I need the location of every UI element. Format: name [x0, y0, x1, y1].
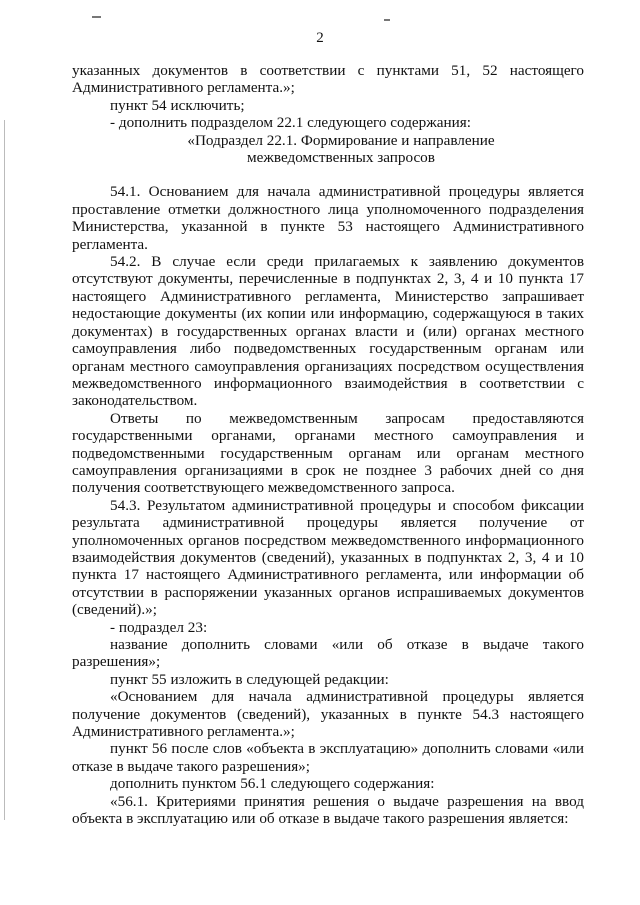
page-number: 2	[316, 30, 324, 46]
paragraph: пункт 54 исключить;	[110, 96, 245, 114]
paragraph: название дополнить словами «или об отказе в выдаче такого разрешения»;	[72, 636, 584, 671]
paragraph: дополнить пунктом 56.1 следующего содержания:	[110, 775, 435, 793]
paragraph: - подраздел 23:	[110, 618, 208, 636]
paragraph: 54.3. Результатом административной процедуры и способом фиксации результата административной процедуры является получение от уполномоченных органов посредством межведомственного информационного взаимодействия документов (сведений), указанных в подпунктах 2, 3, 4 и 10 пункта 17 настоящего Административного регламента, или информации об отсутствии в распоряжении указанных органов испрашиваемых документов (сведений).»;	[72, 496, 584, 619]
paragraph: Ответы по межведомственным запросам предоставляются государственными органами, органами местного самоуправления и подведомственными государственным органам или органам местного самоуправления организациями в срок не позднее 3 рабочих дней со дня получения соответствующего межведомственного запроса.	[72, 409, 584, 497]
document-body	[72, 62, 584, 827]
subsection-heading: «Подраздел 22.1. Формирование и направление межведомственных запросов	[187, 131, 495, 167]
scan-mark-left	[92, 16, 101, 18]
paragraph: пункт 55 изложить в следующей редакции:	[110, 670, 389, 688]
paragraph: «56.1. Критериями принятия решения о выдаче разрешения на ввод объекта в эксплуатацию или об отказе в выдаче такого разрешения является:	[72, 792, 584, 828]
paragraph: пункт 56 после слов «объекта в эксплуатацию» дополнить словами «или отказе в выдаче такого разрешения»;	[72, 740, 584, 775]
paragraph: 54.1. Основанием для начала административной процедуры является проставление отметки должностного лица уполномоченного подразделения Министерства, указанной в пункте 53 настоящего Административного регламента.	[72, 183, 584, 253]
paragraph: - дополнить подразделом 22.1 следующего содержания:	[110, 114, 471, 132]
paragraph: 54.2. В случае если среди прилагаемых к заявлению документов отсутствуют документы, перечисленные в подпунктах 2, 3, 4 и 10 пункта 17 настоящего Административного регламента, Министерство запрашивает недостающие документы (их копии или информацию, содержащуюся в таких документах) в государственных органах власти и (или) органах местного самоуправления либо подведомственных государственным органам или органам местного самоуправления организациях посредством осуществления межведомственного информационного взаимодействия в соответствии с законодательством.	[72, 253, 584, 410]
scan-edge-line	[4, 120, 5, 820]
paragraph: «Основанием для начала административной процедуры является получение документов (сведений), указанных в пункте 54.3 настоящего Административного регламента.»;	[72, 688, 584, 741]
scan-mark-right	[384, 19, 390, 21]
paragraph: указанных документов в соответствии с пунктами 51, 52 настоящего Административного регламента.»;	[72, 62, 584, 97]
